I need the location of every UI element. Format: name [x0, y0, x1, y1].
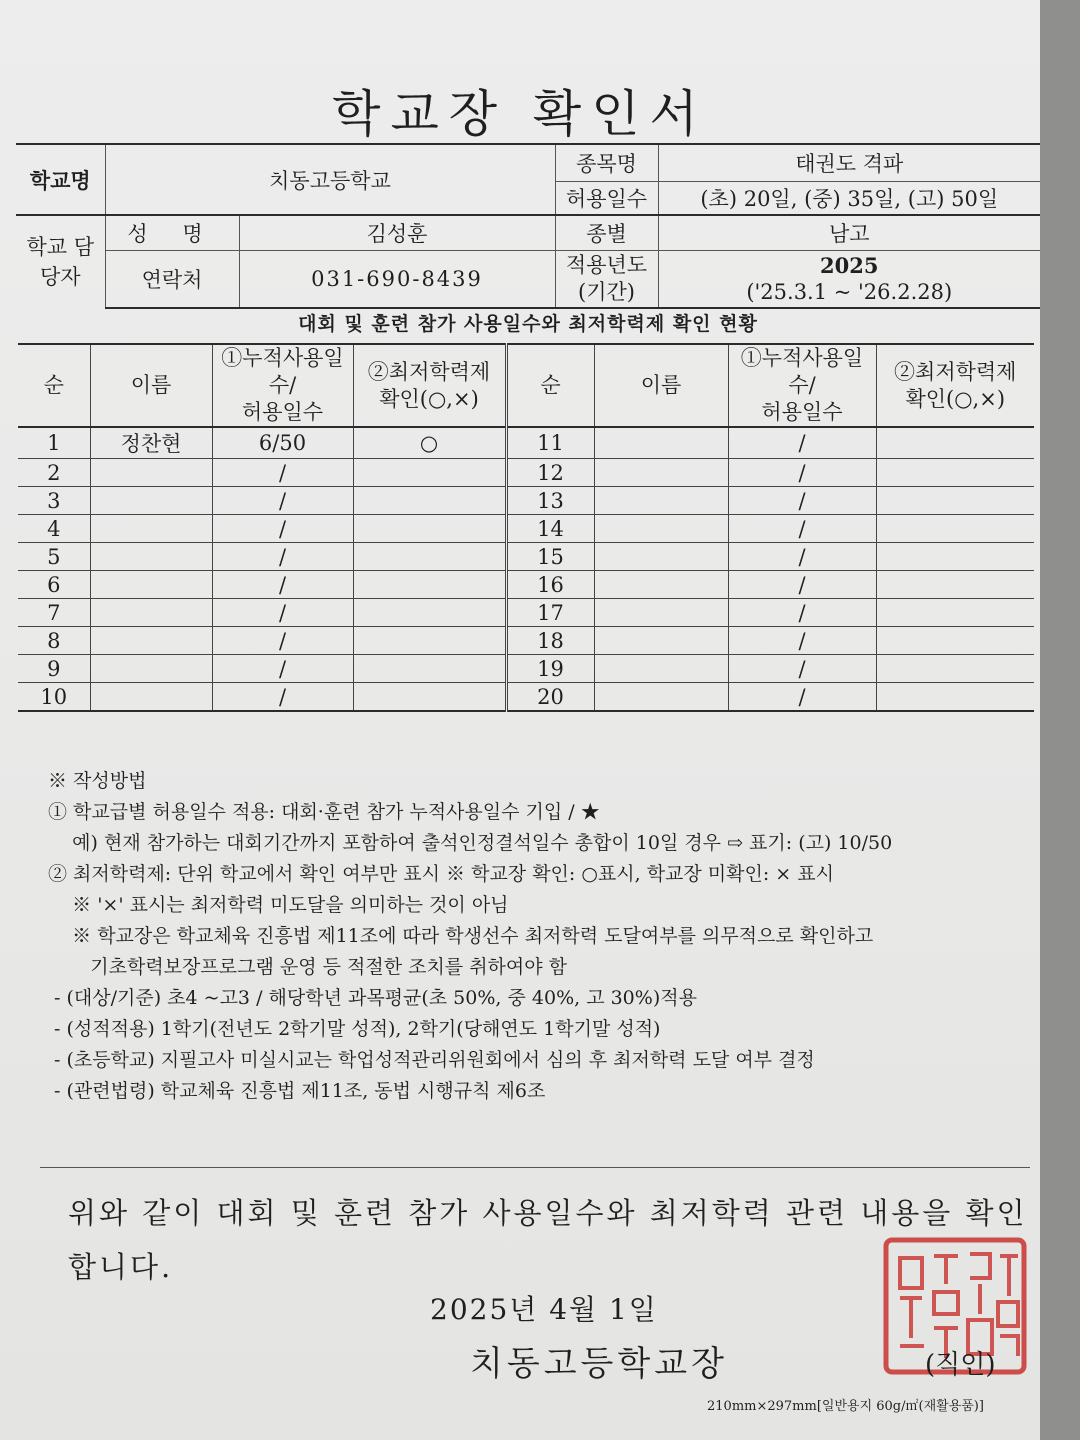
col-min-line2: 확인(○,×): [379, 386, 479, 411]
instruction-line: ※ '×' 표시는 최저학력 미도달을 의미하는 것이 아님: [48, 894, 509, 916]
cell-name: [90, 683, 212, 712]
paper-spec: 210mm×297mm[일반용지 60g/㎡(재활용품)]: [707, 1399, 984, 1414]
cell-check: [876, 427, 1034, 459]
name-label: 성 명: [105, 215, 239, 250]
cell-days: /: [212, 655, 353, 683]
col-min-line1: ②최저학력제: [367, 359, 491, 384]
instruction-line: - (초등학교) 지필고사 미실시교는 학업성적관리위원회에서 심의 후 최저학력 도달 여부 결정: [48, 1049, 815, 1071]
cell-name: [594, 571, 728, 599]
cell-check: [353, 599, 506, 627]
cell-days: /: [728, 571, 876, 599]
cell-name: 정찬현: [90, 427, 212, 459]
cell-no: 15: [506, 543, 594, 571]
period-value-line: ('25.3.1 ~ '26.2.28): [746, 279, 953, 304]
cell-check: [353, 543, 506, 571]
instruction-line: 기초학력보장프로그램 운영 등 적절한 조치를 취하여야 함: [48, 956, 568, 978]
cell-no: 12: [506, 459, 594, 487]
type-value: 남고: [658, 215, 1040, 250]
cell-check: [353, 571, 506, 599]
col-days: [728, 344, 876, 427]
col-days-line1: ①누적사용일수/: [221, 346, 344, 397]
cell-name: [594, 655, 728, 683]
confirmation-text: 위와 같이 대회 및 훈련 참가 사용일수와 최저학력 관련 내용을 확인합니다.: [68, 1196, 1028, 1284]
instruction-line: ① 학교급별 허용일수 적용: 대회·훈련 참가 누적사용일수 기입 / ★: [48, 801, 600, 823]
cell-days: /: [728, 599, 876, 627]
year-label-line1: 적용년도: [565, 252, 648, 277]
cell-check: [876, 459, 1034, 487]
instruction-line: - (대상/기준) 초4 ~고3 / 해당학년 과목평균(초 50%, 중 40%, 고 30%)적용: [48, 987, 697, 1009]
year-label: [555, 250, 658, 308]
table-row: [18, 571, 1034, 599]
cell-no: 11: [506, 427, 594, 459]
cell-name: [90, 627, 212, 655]
cell-days: /: [728, 459, 876, 487]
cell-no: 13: [506, 487, 594, 515]
cell-check: [876, 627, 1034, 655]
instruction-line: ② 최저학력제: 단위 학교에서 확인 여부만 표시 ※ 학교장 확인: ○표시, 학교장 미확인: × 표시: [48, 863, 834, 885]
cell-no: 17: [506, 599, 594, 627]
col-min-score: [876, 344, 1034, 427]
divider: [40, 1167, 1030, 1168]
cell-name: [90, 571, 212, 599]
cell-check: [353, 683, 506, 712]
table-heading: 대회 및 훈련 참가 사용일수와 최저학력제 확인 현황: [298, 313, 758, 335]
cell-days: /: [212, 487, 353, 515]
cell-name: [90, 515, 212, 543]
cell-days: /: [728, 487, 876, 515]
col-days-line2: 허용일수: [241, 400, 324, 424]
cell-days: /: [728, 543, 876, 571]
document-title: 학교장 확인서: [332, 85, 708, 143]
year-value-line: 2025: [820, 252, 879, 278]
cell-name: [594, 599, 728, 627]
cell-name: [90, 655, 212, 683]
principal-name: 치동고등학교장: [470, 1344, 728, 1384]
cell-no: 18: [506, 627, 594, 655]
sport-value: 태권도 격파: [658, 144, 1040, 181]
table-row: [18, 515, 1034, 543]
cell-name: [594, 543, 728, 571]
info-table: [16, 143, 1040, 309]
table-row: [18, 655, 1034, 683]
school-label: 학교명: [16, 144, 105, 215]
col-days-line1: ①누적사용일수/: [740, 346, 864, 397]
col-min-score: [353, 344, 506, 427]
instruction-line: 예) 현재 참가하는 대회기간까지 포함하여 출석인정결석일수 총합이 10일 경우 ⇨ 표기: (고) 10/50: [48, 832, 893, 854]
cell-check: [353, 627, 506, 655]
col-no: 순: [506, 344, 594, 427]
cell-name: [594, 459, 728, 487]
allowed-days-value: (초) 20일, (중) 35일, (고) 50일: [658, 181, 1040, 215]
cell-days: /: [212, 571, 353, 599]
cell-no: 7: [18, 599, 90, 627]
type-label: 종별: [555, 215, 658, 250]
cell-check: [353, 459, 506, 487]
cell-no: 8: [18, 627, 90, 655]
cell-check: [876, 683, 1034, 712]
cell-check: [353, 515, 506, 543]
cell-name: [90, 599, 212, 627]
instruction-line: - (성적적용) 1학기(전년도 2학기말 성적), 2학기(당해연도 1학기말 성적): [48, 1018, 661, 1040]
cell-name: [90, 487, 212, 515]
allowed-days-label: 허용일수: [555, 181, 658, 215]
cell-name: [594, 683, 728, 712]
cell-days: /: [728, 427, 876, 459]
cell-no: 3: [18, 487, 90, 515]
table-row: [18, 627, 1034, 655]
col-min-line2: 확인(○,×): [905, 386, 1006, 411]
cell-no: 1: [18, 427, 90, 459]
cell-name: [90, 543, 212, 571]
cell-days: /: [728, 515, 876, 543]
cell-no: 20: [506, 683, 594, 712]
cell-no: 9: [18, 655, 90, 683]
cell-check: [876, 515, 1034, 543]
table-row: [18, 487, 1034, 515]
table-row: [18, 459, 1034, 487]
seal-label: (직인): [925, 1350, 996, 1380]
cell-name: [594, 515, 728, 543]
table-row: [18, 427, 1034, 459]
issue-date: 2025년 4월 1일: [430, 1293, 658, 1326]
cell-no: 6: [18, 571, 90, 599]
table-row: [18, 599, 1034, 627]
cell-no: 19: [506, 655, 594, 683]
col-days: [212, 344, 353, 427]
table-row: [18, 683, 1034, 712]
cell-days: /: [728, 683, 876, 712]
cell-days: /: [212, 515, 353, 543]
cell-check: [353, 655, 506, 683]
cell-no: 4: [18, 515, 90, 543]
cell-days: /: [728, 627, 876, 655]
col-name: 이름: [594, 344, 728, 427]
col-no: 순: [18, 344, 90, 427]
cell-check: [876, 655, 1034, 683]
instruction-line: ※ 학교장은 학교체육 진흥법 제11조에 따라 학생선수 최저학력 도달여부를 의무적으로 확인하고: [48, 925, 874, 947]
cell-days: /: [212, 459, 353, 487]
cell-check: [876, 571, 1034, 599]
cell-days: 6/50: [212, 427, 353, 459]
school-value: 치동고등학교: [105, 144, 555, 215]
cell-name: [594, 427, 728, 459]
col-name: 이름: [90, 344, 212, 427]
roster-table: [18, 343, 1034, 712]
sport-label: 종목명: [555, 144, 658, 181]
cell-no: 16: [506, 571, 594, 599]
contact-label: 연락처: [105, 250, 239, 308]
cell-no: 14: [506, 515, 594, 543]
name-value: 김성훈: [239, 215, 555, 250]
cell-days: /: [728, 655, 876, 683]
cell-check: ○: [353, 427, 506, 459]
instructions: [48, 766, 1038, 1107]
cell-days: /: [212, 627, 353, 655]
cell-no: 10: [18, 683, 90, 712]
cell-check: [876, 599, 1034, 627]
col-days-line2: 허용일수: [761, 400, 843, 424]
contact-value: 031-690-8439: [239, 250, 555, 308]
instruction-line: - (관련법령) 학교체육 진흥법 제11조, 동법 시행규칙 제6조: [48, 1080, 546, 1102]
cell-check: [353, 487, 506, 515]
cell-days: /: [212, 599, 353, 627]
cell-days: /: [212, 543, 353, 571]
table-row: [18, 543, 1034, 571]
col-min-line1: ②최저학력제: [894, 359, 1017, 384]
cell-no: 2: [18, 459, 90, 487]
manager-label: 학교 담당자: [16, 215, 105, 308]
cell-check: [876, 487, 1034, 515]
cell-name: [594, 627, 728, 655]
cell-no: 5: [18, 543, 90, 571]
year-value: [658, 250, 1040, 308]
cell-days: /: [212, 683, 353, 712]
cell-name: [594, 487, 728, 515]
instructions-title: ※ 작성방법: [48, 770, 147, 792]
year-label-line2: (기간): [578, 279, 635, 304]
cell-check: [876, 543, 1034, 571]
cell-name: [90, 459, 212, 487]
